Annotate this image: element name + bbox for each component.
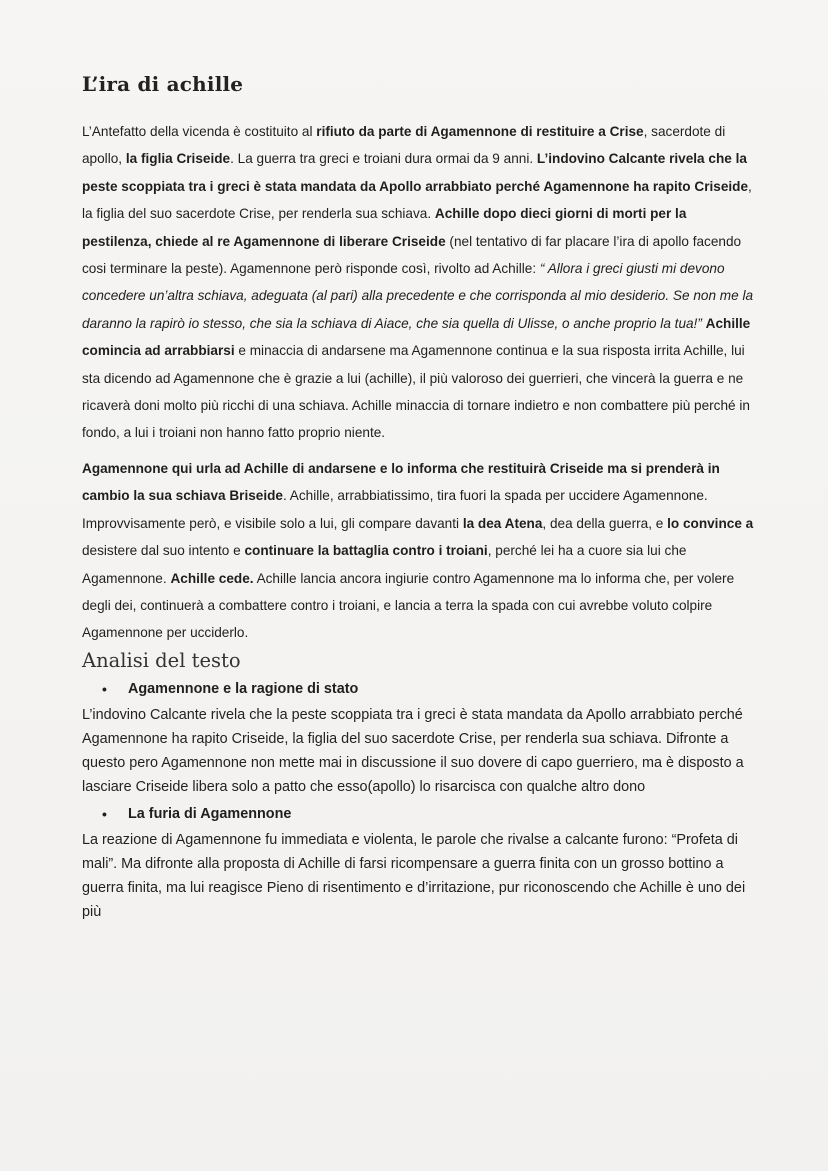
text-run: L’Antefatto della vicenda è costituito al — [82, 124, 317, 139]
document-title: L’ira di achille — [82, 72, 244, 96]
bullet-heading-furia — [102, 801, 754, 828]
text-run: L’indovino Calcante rivela che la peste scoppiata tra i greci è stata mandata da Apollo arrabbiato perché Agamennone ha rapito Criseide — [82, 151, 749, 194]
paragraph-antefatto — [82, 118, 754, 447]
text-run: , sacerdote di apollo, — [82, 124, 726, 167]
text-run: “ Allora i greci giusti mi devono concedere un’altra schiava, adeguata (al pari) alla precedente e che corrisponda al mio desiderio. Se non me la daranno la rapirò io stesso, che sia la schiava di Aiace, che sia quella di Ulisse, o anche proprio la tua!” — [82, 261, 754, 331]
text-run: e minaccia di andarsene ma Agamennone continua e la sua risposta irrita Achille, lui sta dicendo ad Agamennone che è grazie a lui (achille), il più valoroso dei guerrieri, che vincerà la guerra e ne ricaverà doni molto più ricchi di una schiava. Achille minaccia di tornare indietro e non combattere più perché in fondo, a lui i troiani non hanno fatto proprio niente. — [82, 343, 750, 441]
bullet-heading-label: La furia di Agamennone — [128, 805, 292, 822]
analysis-heading: Analisi del testo — [82, 648, 241, 672]
text-run: rifiuto da parte di Agamennone di restituire a Crise — [316, 124, 644, 139]
bullet-dot: • — [102, 805, 107, 822]
text-run: (nel tentativo di far placare l’ira di apollo facendo cosi terminare la peste). Agamennone però risponde così, rivolto ad Achille: — [82, 233, 742, 277]
text-run: Achille lancia ancora ingiurie contro Agamennone ma lo informa che, per volere degli dei, continuerà a combattere contro i troiani, e lancia a terra la spada con cui avrebbe voluto colpire Agamennone per ucciderlo. — [82, 570, 735, 641]
paragraph-agamennone-urla — [82, 455, 754, 647]
text-run: desistere dal suo intento e — [82, 543, 245, 559]
text-run: lo convince a — [667, 515, 754, 531]
bullet-dot: • — [102, 680, 107, 697]
bullet-text-ragione-di-stato: L’indovino Calcante rivela che la peste scoppiata tra i greci è stata mandata da Apollo arrabbiato perché Agamennone ha rapito Criseide, la figlia del suo sacerdote Crise, per renderla sua schiava. Difronte a questo pero Agamennone non mette mai in discussione il suo dovere di capo guerriero, ma è disposto a lasciare Criseide libera solo a patto che esso(apollo) lo risarcisca con qualche altro dono — [82, 706, 744, 795]
document-content — [82, 72, 754, 926]
bullet-text-furia: La reazione di Agamennone fu immediata e violenta, le parole che rivalse a calcante furono: “Profeta di mali”. Ma difronte alla proposta di Achille di farsi ricompensare a guerra finita con un grosso bottino a guerra finita, ma lui reagisce Pieno di risentimento e d’irritazione, pur riconoscendo che Achille è uno dei più — [82, 831, 746, 920]
text-run: , dea della guerra, e — [542, 515, 668, 531]
text-run: , la figlia del suo sacerdote Crise, per renderla sua schiava. — [82, 178, 752, 222]
text-run: la dea Atena — [462, 515, 543, 531]
text-run: continuare la battaglia contro i troiani — [244, 543, 488, 559]
text-run: Achille dopo dieci giorni di morti per la pestilenza, chiede al re Agamennone di liberare Criseide — [82, 206, 687, 249]
text-run: . Achille, arrabbiatissimo, tira fuori la spada per uccidere Agamennone. Improvvisamente però, e visibile solo a lui, gli compare davanti — [82, 488, 708, 531]
bullet-heading-ragione-di-stato — [102, 676, 754, 703]
text-run: Agamennone qui urla ad Achille di andarsene e lo informa che restituirà Criseide ma si prenderà in cambio la sua schiava Briseide — [82, 460, 720, 504]
text-run: , perché lei ha a cuore sia lui che Agamennone. — [82, 543, 687, 586]
text-run: la figlia Criseide — [125, 151, 231, 167]
bullet-heading-label: Agamennone e la ragione di stato — [128, 680, 359, 697]
text-run: Achille cede. — [170, 570, 254, 586]
text-run: Achille comincia ad arrabbiarsi — [82, 315, 751, 359]
text-run: . La guerra tra greci e troiani dura ormai da 9 anni. — [230, 151, 537, 167]
